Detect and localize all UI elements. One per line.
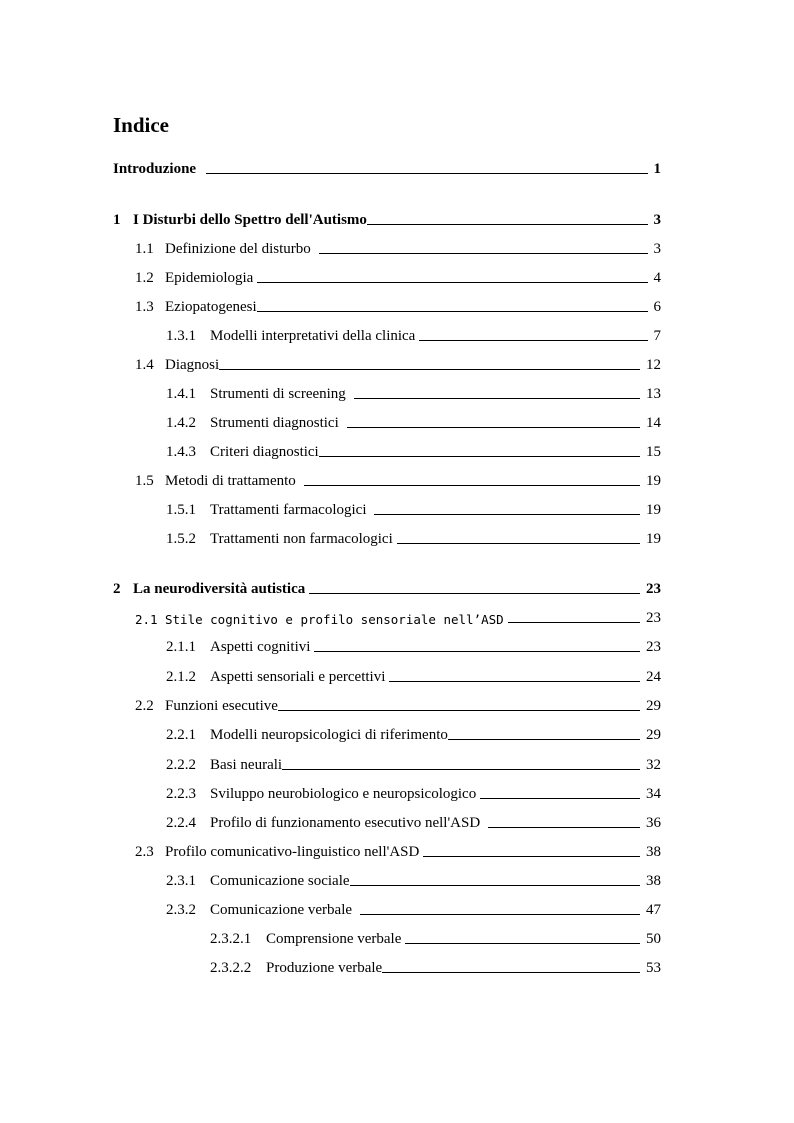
- toc-page-number: 32: [646, 757, 661, 773]
- toc-entry-title: Trattamenti farmacologici: [210, 502, 367, 518]
- toc-entry-number: 2.1: [135, 612, 158, 627]
- toc-page-number: 23: [646, 639, 661, 655]
- dot-leader: [314, 651, 640, 652]
- toc-entry-title: Aspetti sensoriali e percettivi: [210, 669, 386, 685]
- toc-entry-chapter-1[interactable]: [113, 207, 661, 229]
- toc-page-number: 36: [646, 815, 661, 831]
- dot-leader: [282, 769, 640, 770]
- dot-leader: [382, 972, 640, 973]
- toc-entry-number: 2.1.2: [166, 669, 196, 685]
- toc-entry-chapter-2[interactable]: [113, 576, 661, 598]
- toc-page-number: 1: [653, 161, 661, 177]
- toc-page-number: 38: [646, 844, 661, 860]
- toc-entry-number: 1.4.1: [166, 386, 196, 402]
- toc-entry-2-2-3[interactable]: [166, 781, 661, 803]
- toc-page-number: 23: [646, 610, 661, 626]
- dot-leader: [374, 514, 640, 515]
- dot-leader: [350, 885, 640, 886]
- toc-entry-number: 2.2.1: [166, 727, 196, 743]
- toc-page-number: 19: [646, 473, 661, 489]
- toc-entry-1-1[interactable]: [135, 236, 661, 258]
- dot-leader: [206, 173, 647, 174]
- toc-page-number: 14: [646, 415, 661, 431]
- toc-page-number: 23: [646, 581, 661, 597]
- dot-leader: [423, 856, 640, 857]
- toc-page-number: 19: [646, 531, 661, 547]
- toc-entry-2-1[interactable]: [135, 605, 661, 627]
- toc-entry-title: Trattamenti non farmacologici: [210, 531, 393, 547]
- toc-entry-1-3[interactable]: [135, 294, 661, 316]
- toc-entry-number: 1.2: [135, 270, 154, 286]
- toc-entry-2-2[interactable]: [135, 693, 661, 715]
- toc-page-number: 3: [653, 241, 661, 257]
- toc-entry-number: 1.1: [135, 241, 154, 257]
- dot-leader: [397, 543, 640, 544]
- dot-leader: [257, 282, 647, 283]
- toc-entry-1-5-1[interactable]: [166, 497, 661, 519]
- toc-entry-title: Profilo comunicativo-linguistico nell'ASD: [165, 844, 420, 860]
- toc-page-number: 7: [653, 328, 661, 344]
- toc-entry-title: Criteri diagnostici: [210, 444, 319, 460]
- toc-entry-title: Modelli interpretativi della clinica: [210, 328, 416, 344]
- toc-entry-number: 1.3: [135, 299, 154, 315]
- toc-entry-number: 2.3.2.1: [210, 931, 252, 947]
- toc-entry-2-2-4[interactable]: [166, 810, 661, 832]
- toc-entry-title: Profilo di funzionamento esecutivo nell'ASD: [210, 815, 481, 831]
- dot-leader: [360, 914, 640, 915]
- toc-entry-number: 2.3.2: [166, 902, 196, 918]
- toc-entry-number: 2.2.2: [166, 757, 196, 773]
- dot-leader: [448, 739, 640, 740]
- toc-entry-2-3-2-1[interactable]: [210, 926, 661, 948]
- toc-entry-1-2[interactable]: [135, 265, 661, 287]
- toc-entry-number: 1.5.1: [166, 502, 196, 518]
- toc-page-number: 3: [653, 212, 661, 228]
- toc-entry-2-3-2-2[interactable]: [210, 955, 661, 977]
- toc-page-number: 15: [646, 444, 661, 460]
- toc-entry-number: 2.3.1: [166, 873, 196, 889]
- toc-entry-number: 2: [113, 581, 121, 597]
- toc-entry-2-2-2[interactable]: [166, 752, 661, 774]
- toc-page-number: 53: [646, 960, 661, 976]
- toc-entry-title: Modelli neuropsicologici di riferimento: [210, 727, 448, 743]
- toc-page-number: 13: [646, 386, 661, 402]
- dot-leader: [347, 427, 640, 428]
- toc-entry-2-3[interactable]: [135, 839, 661, 861]
- toc-entry-2-2-1[interactable]: [166, 722, 661, 744]
- toc-entry-1-4[interactable]: [135, 352, 661, 374]
- toc-entry-number: 2.3.2.2: [210, 960, 252, 976]
- dot-leader: [278, 710, 640, 711]
- toc-entry-number: 1.3.1: [166, 328, 196, 344]
- toc-page-number: 34: [646, 786, 661, 802]
- toc-entry-number: 2.2.3: [166, 786, 196, 802]
- toc-entry-title: Aspetti cognitivi: [210, 639, 311, 655]
- dot-leader: [309, 593, 640, 594]
- dot-leader: [319, 456, 640, 457]
- toc-page-number: 38: [646, 873, 661, 889]
- toc-entry-title: Strumenti diagnostici: [210, 415, 339, 431]
- toc-entry-number: 2.1.1: [166, 639, 196, 655]
- toc-entry-title: Produzione verbale: [266, 960, 383, 976]
- toc-entry-number: 1.4.2: [166, 415, 196, 431]
- dot-leader: [480, 798, 640, 799]
- toc-page-number: 29: [646, 727, 661, 743]
- toc-entry-title: Comunicazione verbale: [210, 902, 353, 918]
- toc-page-number: 47: [646, 902, 661, 918]
- toc-entry-title: Comunicazione sociale: [210, 873, 350, 889]
- dot-leader: [219, 369, 640, 370]
- toc-entry-number: 1: [113, 212, 121, 228]
- toc-entry-number: 1.5: [135, 473, 154, 489]
- toc-entry-2-3-2[interactable]: [166, 897, 661, 919]
- toc-entry-number: 2.2.4: [166, 815, 196, 831]
- toc-entry-1-4-3[interactable]: [166, 439, 661, 461]
- toc-entry-introduzione[interactable]: [113, 156, 661, 178]
- toc-entry-1-4-2[interactable]: [166, 410, 661, 432]
- toc-entry-1-3-1[interactable]: [166, 323, 661, 345]
- toc-entry-title: Basi neurali: [210, 757, 283, 773]
- toc-entry-title: Definizione del disturbo: [165, 241, 311, 257]
- page-title: Indice: [113, 113, 170, 137]
- toc-entry-2-1-2[interactable]: [166, 664, 661, 686]
- dot-leader: [367, 224, 648, 225]
- toc-entry-title: Sviluppo neurobiologico e neuropsicologico: [210, 786, 477, 802]
- dot-leader: [488, 827, 640, 828]
- dot-leader: [304, 485, 640, 486]
- toc-entry-number: 2.3: [135, 844, 154, 860]
- toc-page-number: 29: [646, 698, 661, 714]
- toc-page-number: 19: [646, 502, 661, 518]
- dot-leader: [354, 398, 640, 399]
- toc-entry-number: 1.5.2: [166, 531, 196, 547]
- toc-entry-2-3-1[interactable]: [166, 868, 661, 890]
- dot-leader: [389, 681, 640, 682]
- dot-leader: [257, 311, 648, 312]
- toc-entry-title: Funzioni esecutive: [165, 698, 278, 714]
- toc-page-number: 4: [653, 270, 661, 286]
- toc-entry-1-4-1[interactable]: [166, 381, 661, 403]
- toc-entry-1-5-2[interactable]: [166, 526, 661, 548]
- toc-page-number: 24: [646, 669, 661, 685]
- toc-entry-number: 1.4: [135, 357, 154, 373]
- toc-entry-title: Epidemiologia: [165, 270, 254, 286]
- toc-entry-1-5[interactable]: [135, 468, 661, 490]
- dot-leader: [405, 943, 640, 944]
- toc-entry-title: Introduzione: [113, 161, 197, 177]
- toc-entry-title: I Disturbi dello Spettro dell'Autismo: [133, 212, 367, 228]
- toc-entry-title: Comprensione verbale: [266, 931, 402, 947]
- toc-entry-2-1-1[interactable]: [166, 634, 661, 656]
- toc-page-number: 50: [646, 931, 661, 947]
- toc-entry-number: 2.2: [135, 698, 154, 714]
- toc-page-number: 12: [646, 357, 661, 373]
- dot-leader: [508, 622, 640, 623]
- toc-entry-title: Eziopatogenesi: [165, 299, 257, 315]
- toc-entry-title: Stile cognitivo e profilo sensoriale nell’ASD: [165, 612, 504, 627]
- toc-page-number: 6: [653, 299, 661, 315]
- toc-entry-title: Diagnosi: [165, 357, 220, 373]
- toc-entry-title: La neurodiversità autistica: [133, 581, 306, 597]
- toc-entry-title: Metodi di trattamento: [165, 473, 296, 489]
- toc-entry-number: 1.4.3: [166, 444, 196, 460]
- toc-entry-title: Strumenti di screening: [210, 386, 346, 402]
- dot-leader: [419, 340, 647, 341]
- dot-leader: [319, 253, 648, 254]
